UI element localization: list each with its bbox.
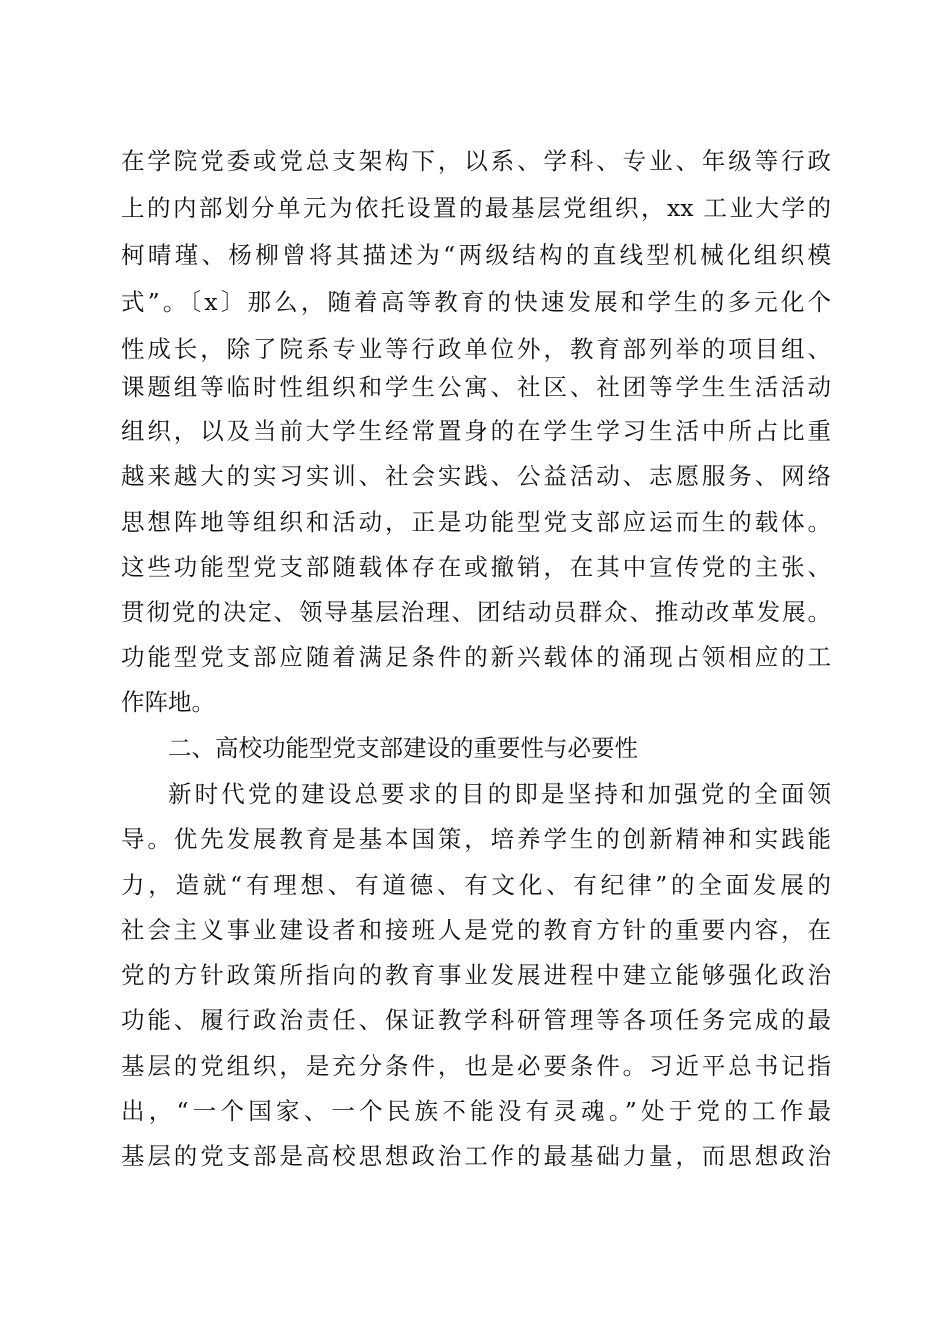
paragraph-line: 在学院党委或党总支架构下，以系、学科、专业、年级等行政 bbox=[121, 147, 831, 175]
paragraph-line: 上的内部划分单元为依托设置的最基层党组织，xx 工业大学的 bbox=[121, 194, 831, 222]
paragraph-line: 力，造就“有理想、有道德、有文化、有纪律”的全面发展的 bbox=[121, 871, 831, 899]
paragraph-line: 导。优先发展教育是基本国策，培养学生的创新精神和实践能 bbox=[121, 825, 831, 853]
paragraph-line: 这些功能型党支部随载体存在或撤销，在其中宣传党的主张、 bbox=[121, 553, 831, 581]
paragraph-line: 贯彻党的决定、领导基层治理、团结动员群众、推动改革发展。 bbox=[121, 598, 831, 626]
paragraph-line: 性成长，除了院系专业等行政单位外，教育部列举的项目组、 bbox=[121, 335, 831, 363]
paragraph-line: 柯晴瑾、杨柳曾将其描述为“两级结构的直线型机械化组织模 bbox=[121, 241, 831, 269]
paragraph-line: 组织，以及当前大学生经常置身的在学生学习生活中所占比重 bbox=[121, 417, 831, 445]
paragraph-line: 党的方针政策所指向的教育事业发展进程中建立能够强化政治 bbox=[121, 961, 831, 989]
paragraph-line: 作阵地。 bbox=[121, 688, 215, 716]
paragraph-line: 课题组等临时性组织和学生公寓、社区、社团等学生生活活动 bbox=[121, 373, 831, 401]
paragraph-line: 式”。〔x〕那么，随着高等教育的快速发展和学生的多元化个 bbox=[121, 288, 831, 316]
paragraph-line: 出，“一个国家、一个民族不能没有灵魂。”处于党的工作最 bbox=[121, 1097, 831, 1125]
paragraph-line: 基层的党支部是高校思想政治工作的最基础力量，而思想政治 bbox=[121, 1142, 831, 1170]
paragraph-line: 功能型党支部应随着满足条件的新兴载体的涌现占领相应的工 bbox=[121, 643, 831, 671]
paragraph-line: 越来越大的实习实训、社会实践、公益活动、志愿服务、网络 bbox=[121, 462, 831, 490]
paragraph-line: 功能、履行政治责任、保证教学科研管理等各项任务完成的最 bbox=[121, 1006, 831, 1034]
paragraph-line: 基层的党组织，是充分条件，也是必要条件。习近平总书记指 bbox=[121, 1052, 831, 1080]
section-heading: 二、高校功能型党支部建设的重要性与必要性 bbox=[168, 734, 638, 762]
paragraph-line: 思想阵地等组织和活动，正是功能型党支部应运而生的载体。 bbox=[121, 508, 831, 536]
paragraph-line: 社会主义事业建设者和接班人是党的教育方针的重要内容，在 bbox=[121, 916, 831, 944]
paragraph-line: 新时代党的建设总要求的目的即是坚持和加强党的全面领 bbox=[168, 780, 831, 808]
